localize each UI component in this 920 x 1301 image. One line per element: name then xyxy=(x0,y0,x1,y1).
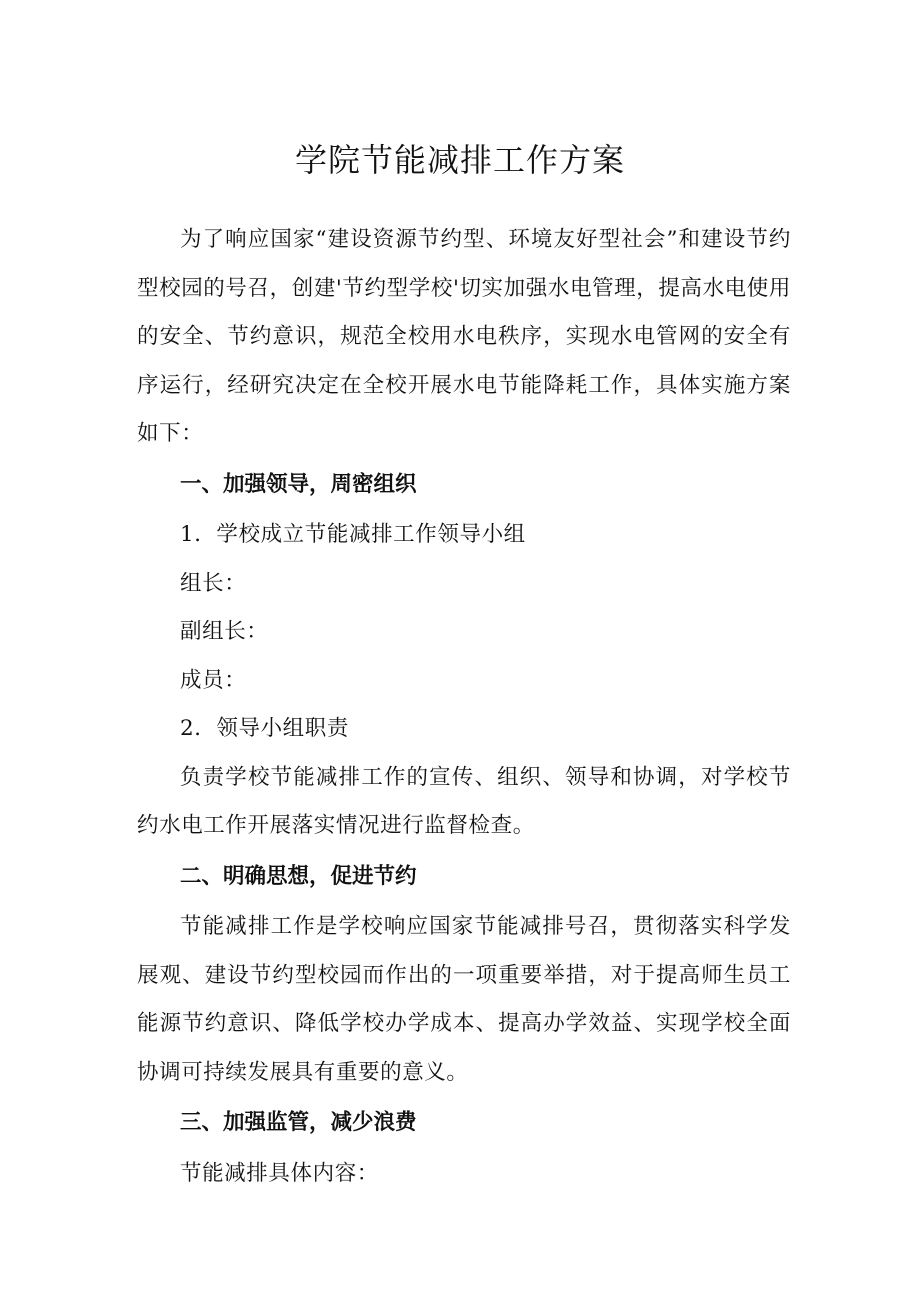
document-title: 学院节能减排工作方案 xyxy=(294,141,625,179)
section-3-heading: 三、加强监管，减少浪费 xyxy=(180,1110,417,1135)
section-3-paragraph: 节能减排具体内容： xyxy=(180,1160,379,1186)
duty-paragraph: 负责学校节能减排工作的宣传、组织、领导和协调，对学校节约水电工作开展落实情况进行监督检查。 xyxy=(137,764,791,838)
members-line: 成员： xyxy=(180,667,247,693)
section-2-paragraph: 节能减排工作是学校响应国家节能减排号召，贯彻落实科学发展观、建设节约型校园而作出的一项重要举措，对于提高师生员工能源节约意识、降低学校办学成本、提高办学效益、实现学校全面协调可持续发展具有重要的意义。 xyxy=(137,914,791,1085)
section-1-item-2: 2．领导小组职责 xyxy=(180,716,349,741)
deputy-leader-line: 副组长： xyxy=(180,619,269,644)
section-1-heading: 一、加强领导，周密组织 xyxy=(180,471,417,497)
intro-paragraph: 为了响应国家“建设资源节约型、环境友好型社会”和建设节约型校园的号召，创建'节约型学校'切实加强水电管理，提高水电使用的安全、节约意识，规范全校用水电秩序，实现水电管网的安全有序运行，经研究决定在全校开展水电节能降耗工作，具体实施方案如下： xyxy=(137,227,791,446)
leader-line: 组长： xyxy=(180,570,247,596)
section-1-item-1: 1．学校成立节能减排工作领导小组 xyxy=(180,522,526,547)
document-body xyxy=(137,216,791,1198)
section-2-heading: 二、明确思想，促进节约 xyxy=(180,863,417,889)
